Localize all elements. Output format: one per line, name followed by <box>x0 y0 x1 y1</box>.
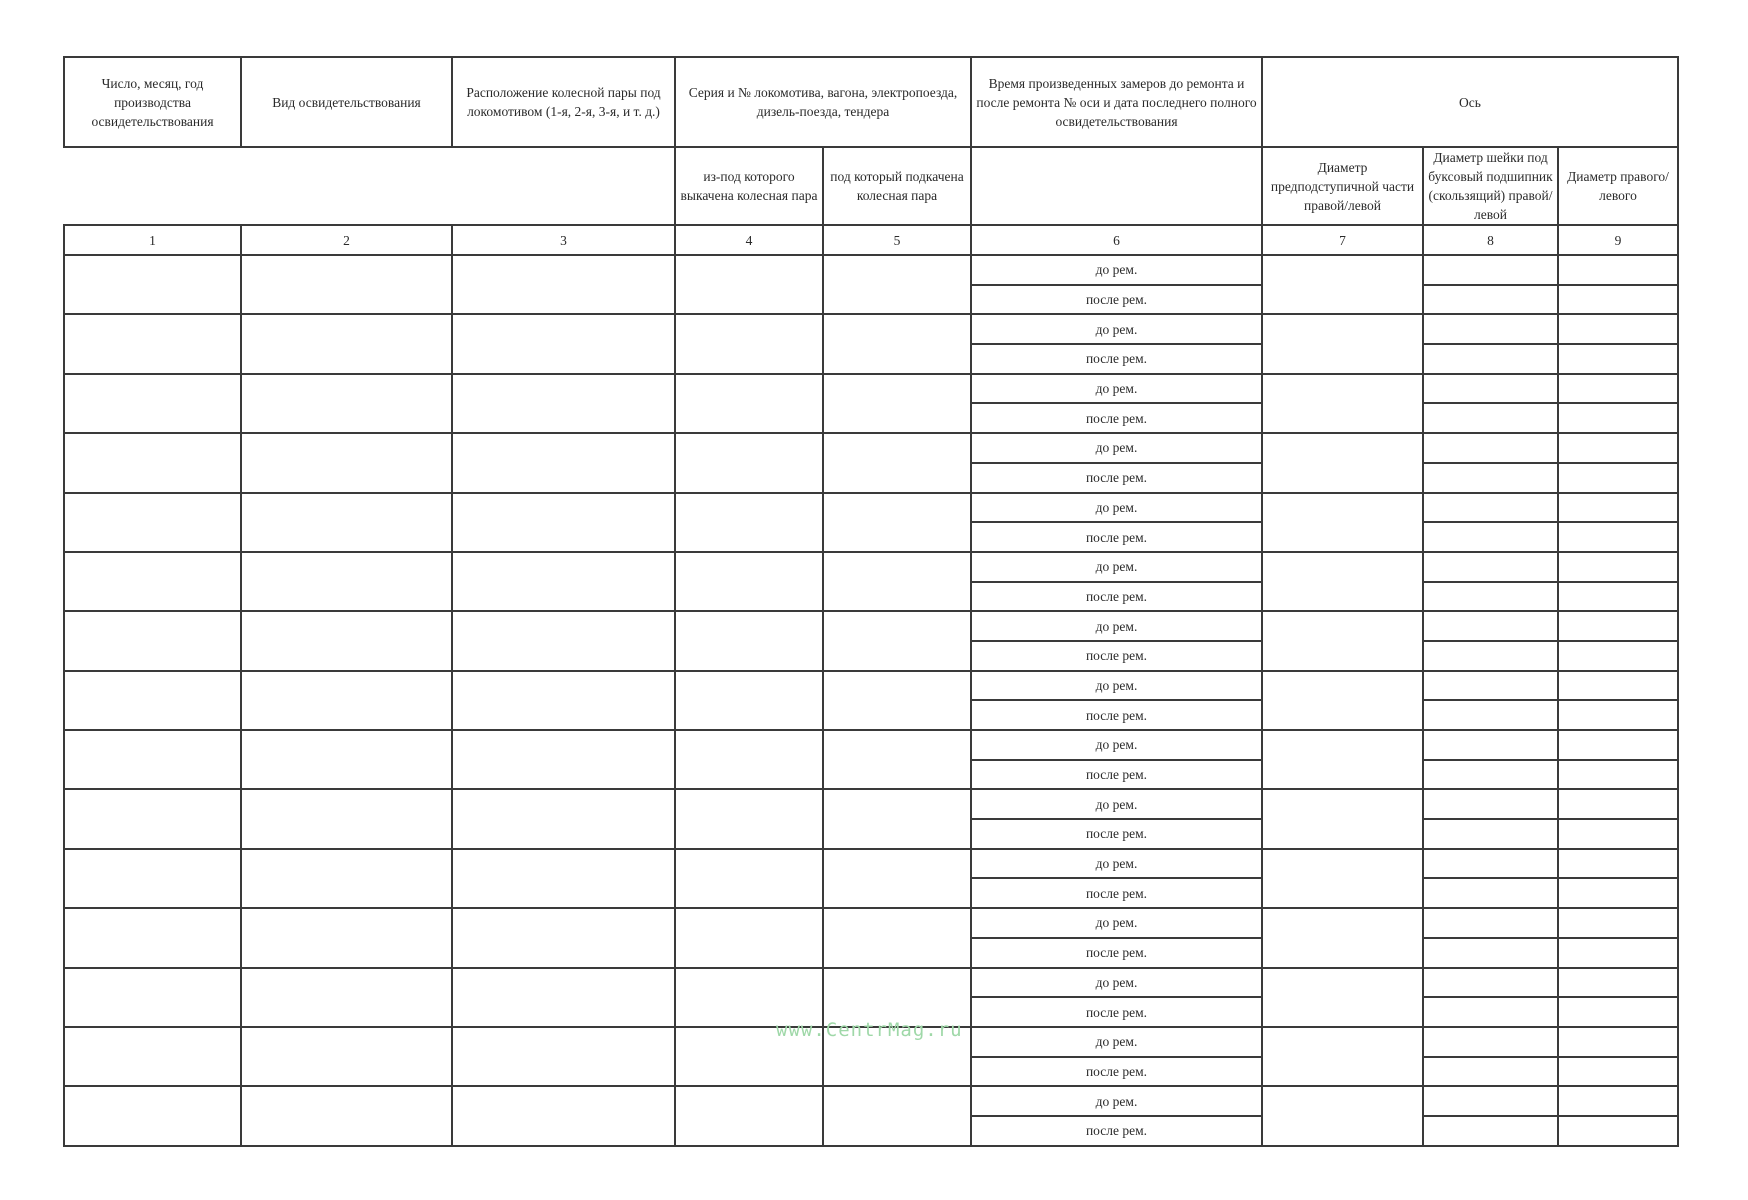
cell-position[interactable] <box>452 611 675 670</box>
column-number-4: 4 <box>675 225 823 255</box>
cell-rolled-out-from[interactable] <box>675 493 823 552</box>
cell-after-repair[interactable]: после рем. <box>971 997 1262 1027</box>
cell-journal-diameter[interactable] <box>1423 849 1558 879</box>
cell-prehub-diameter[interactable] <box>1262 789 1423 848</box>
cell-date[interactable] <box>64 1086 241 1145</box>
cell-inspection-type[interactable] <box>241 1086 452 1145</box>
cell-before-repair[interactable]: до рем. <box>971 849 1262 879</box>
cell-after-repair[interactable]: после рем. <box>971 938 1262 968</box>
cell-after-repair[interactable]: после рем. <box>971 582 1262 612</box>
cell-right-left-diameter[interactable] <box>1558 1116 1678 1146</box>
cell-right-left-diameter[interactable] <box>1558 552 1678 582</box>
cell-after-repair[interactable]: после рем. <box>971 463 1262 493</box>
cell-journal-diameter[interactable] <box>1423 611 1558 641</box>
cell-rolled-out-from[interactable] <box>675 849 823 908</box>
cell-right-left-diameter[interactable] <box>1558 611 1678 641</box>
cell-journal-diameter[interactable] <box>1423 522 1558 552</box>
cell-right-left-diameter[interactable] <box>1558 641 1678 671</box>
cell-rolled-out-from[interactable] <box>675 433 823 492</box>
cell-journal-diameter[interactable] <box>1423 641 1558 671</box>
cell-journal-diameter[interactable] <box>1423 730 1558 760</box>
cell-right-left-diameter[interactable] <box>1558 730 1678 760</box>
cell-prehub-diameter[interactable] <box>1262 611 1423 670</box>
cell-right-left-diameter[interactable] <box>1558 463 1678 493</box>
cell-inspection-type[interactable] <box>241 493 452 552</box>
table-row <box>64 849 1678 879</box>
cell-date[interactable] <box>64 968 241 1027</box>
cell-inspection-type[interactable] <box>241 374 452 433</box>
cell-rolled-in-under[interactable] <box>823 493 971 552</box>
cell-journal-diameter[interactable] <box>1423 760 1558 790</box>
cell-position[interactable] <box>452 849 675 908</box>
cell-inspection-type[interactable] <box>241 908 452 967</box>
cell-before-repair[interactable]: до рем. <box>971 968 1262 998</box>
cell-inspection-type[interactable] <box>241 730 452 789</box>
cell-rolled-out-from[interactable] <box>675 1086 823 1145</box>
cell-journal-diameter[interactable] <box>1423 552 1558 582</box>
cell-inspection-type[interactable] <box>241 671 452 730</box>
cell-date[interactable] <box>64 255 241 314</box>
table-row <box>64 789 1678 819</box>
cell-prehub-diameter[interactable] <box>1262 374 1423 433</box>
inspection-form-table <box>63 56 1679 1147</box>
cell-rolled-out-from[interactable] <box>675 968 823 1027</box>
cell-rolled-in-under[interactable] <box>823 968 971 1027</box>
cell-after-repair[interactable]: после рем. <box>971 700 1262 730</box>
cell-journal-diameter[interactable] <box>1423 255 1558 285</box>
cell-position[interactable] <box>452 433 675 492</box>
header-date: Число, месяц, год производства освидетельствования <box>64 57 241 147</box>
table-row <box>64 374 1678 404</box>
cell-inspection-type[interactable] <box>241 433 452 492</box>
cell-before-repair[interactable]: до рем. <box>971 789 1262 819</box>
cell-right-left-diameter[interactable] <box>1558 433 1678 463</box>
cell-journal-diameter[interactable] <box>1423 582 1558 612</box>
cell-right-left-diameter[interactable] <box>1558 819 1678 849</box>
table-row <box>64 552 1678 582</box>
cell-date[interactable] <box>64 849 241 908</box>
cell-rolled-in-under[interactable] <box>823 433 971 492</box>
header-rolled-out-from: из-под которого выкачена колесная пара <box>675 147 823 225</box>
cell-before-repair[interactable]: до рем. <box>971 314 1262 344</box>
cell-date[interactable] <box>64 730 241 789</box>
cell-position[interactable] <box>452 314 675 373</box>
cell-after-repair[interactable]: после рем. <box>971 760 1262 790</box>
cell-inspection-type[interactable] <box>241 789 452 848</box>
cell-journal-diameter[interactable] <box>1423 344 1558 374</box>
column-number-7: 7 <box>1262 225 1423 255</box>
cell-position[interactable] <box>452 1027 675 1086</box>
column-number-9: 9 <box>1558 225 1678 255</box>
cell-rolled-out-from[interactable] <box>675 255 823 314</box>
cell-journal-diameter[interactable] <box>1423 789 1558 819</box>
header-measurement-time: Время произведенных замеров до ремонта и после ремонта № оси и дата последнего полного освидетельствования <box>971 57 1262 147</box>
cell-rolled-out-from[interactable] <box>675 611 823 670</box>
cell-after-repair[interactable]: после рем. <box>971 819 1262 849</box>
cell-prehub-diameter[interactable] <box>1262 968 1423 1027</box>
cell-journal-diameter[interactable] <box>1423 374 1558 404</box>
cell-rolled-in-under[interactable] <box>823 849 971 908</box>
cell-rolled-in-under[interactable] <box>823 730 971 789</box>
table-row <box>64 493 1678 523</box>
table-row <box>64 968 1678 998</box>
cell-position[interactable] <box>452 552 675 611</box>
cell-date[interactable] <box>64 374 241 433</box>
cell-date[interactable] <box>64 908 241 967</box>
table-row <box>64 255 1678 285</box>
cell-date[interactable] <box>64 552 241 611</box>
cell-right-left-diameter[interactable] <box>1558 1057 1678 1087</box>
cell-journal-diameter[interactable] <box>1423 1086 1558 1116</box>
cell-before-repair[interactable]: до рем. <box>971 1027 1262 1057</box>
cell-journal-diameter[interactable] <box>1423 878 1558 908</box>
cell-prehub-diameter[interactable] <box>1262 493 1423 552</box>
cell-journal-diameter[interactable] <box>1423 1057 1558 1087</box>
table-row <box>64 730 1678 760</box>
cell-before-repair[interactable]: до рем. <box>971 433 1262 463</box>
watermark: www.CentrMag.ru <box>776 1019 963 1041</box>
cell-position[interactable] <box>452 255 675 314</box>
header-rolled-in-under: под который подкачена колесная пара <box>823 147 971 225</box>
cell-right-left-diameter[interactable] <box>1558 997 1678 1027</box>
cell-right-left-diameter[interactable] <box>1558 968 1678 998</box>
table-row <box>64 314 1678 344</box>
column-number-3: 3 <box>452 225 675 255</box>
cell-journal-diameter[interactable] <box>1423 1027 1558 1057</box>
cell-prehub-diameter[interactable] <box>1262 1086 1423 1145</box>
cell-right-left-diameter[interactable] <box>1558 671 1678 701</box>
cell-before-repair[interactable]: до рем. <box>971 1086 1262 1116</box>
cell-journal-diameter[interactable] <box>1423 493 1558 523</box>
cell-position[interactable] <box>452 671 675 730</box>
cell-date[interactable] <box>64 433 241 492</box>
cell-rolled-in-under[interactable] <box>823 908 971 967</box>
cell-journal-diameter[interactable] <box>1423 700 1558 730</box>
cell-right-left-diameter[interactable] <box>1558 344 1678 374</box>
cell-prehub-diameter[interactable] <box>1262 730 1423 789</box>
cell-position[interactable] <box>452 968 675 1027</box>
cell-rolled-out-from[interactable] <box>675 552 823 611</box>
cell-prehub-diameter[interactable] <box>1262 433 1423 492</box>
cell-rolled-out-from[interactable] <box>675 730 823 789</box>
cell-journal-diameter[interactable] <box>1423 463 1558 493</box>
cell-date[interactable] <box>64 493 241 552</box>
table-row <box>64 433 1678 463</box>
cell-date[interactable] <box>64 789 241 848</box>
cell-right-left-diameter[interactable] <box>1558 582 1678 612</box>
cell-right-left-diameter[interactable] <box>1558 849 1678 879</box>
cell-prehub-diameter[interactable] <box>1262 1027 1423 1086</box>
cell-prehub-diameter[interactable] <box>1262 314 1423 373</box>
cell-position[interactable] <box>452 908 675 967</box>
cell-before-repair[interactable]: до рем. <box>971 255 1262 285</box>
header-inspection-type: Вид освидетельствования <box>241 57 452 147</box>
cell-date[interactable] <box>64 611 241 670</box>
cell-before-repair[interactable]: до рем. <box>971 671 1262 701</box>
cell-journal-diameter[interactable] <box>1423 671 1558 701</box>
cell-journal-diameter[interactable] <box>1423 403 1558 433</box>
cell-prehub-diameter[interactable] <box>1262 552 1423 611</box>
header-series-group: Серия и № локомотива, вагона, электропоезда, дизель-поезда, тендера <box>675 57 971 147</box>
column-number-8: 8 <box>1423 225 1558 255</box>
table-row <box>64 611 1678 641</box>
cell-right-left-diameter[interactable] <box>1558 255 1678 285</box>
cell-inspection-type[interactable] <box>241 552 452 611</box>
header-right-left-diameter: Диаметр правого/ левого <box>1558 147 1678 225</box>
cell-right-left-diameter[interactable] <box>1558 760 1678 790</box>
header-prehub-diameter: Диаметр предподступичной части правой/левой <box>1262 147 1423 225</box>
table-row <box>64 1086 1678 1116</box>
cell-after-repair[interactable]: после рем. <box>971 403 1262 433</box>
cell-right-left-diameter[interactable] <box>1558 789 1678 819</box>
cell-rolled-in-under[interactable] <box>823 789 971 848</box>
header-wheelset-position: Расположение колесной пары под локомотивом (1-я, 2-я, 3-я, и т. д.) <box>452 57 675 147</box>
cell-journal-diameter[interactable] <box>1423 1116 1558 1146</box>
cell-after-repair[interactable]: после рем. <box>971 344 1262 374</box>
cell-rolled-out-from[interactable] <box>675 374 823 433</box>
cell-right-left-diameter[interactable] <box>1558 908 1678 938</box>
cell-prehub-diameter[interactable] <box>1262 671 1423 730</box>
column-number-6: 6 <box>971 225 1262 255</box>
cell-after-repair[interactable]: после рем. <box>971 878 1262 908</box>
cell-rolled-out-from[interactable] <box>675 314 823 373</box>
cell-rolled-in-under[interactable] <box>823 552 971 611</box>
cell-journal-diameter[interactable] <box>1423 968 1558 998</box>
cell-after-repair[interactable]: после рем. <box>971 641 1262 671</box>
cell-right-left-diameter[interactable] <box>1558 522 1678 552</box>
cell-inspection-type[interactable] <box>241 314 452 373</box>
cell-right-left-diameter[interactable] <box>1558 374 1678 404</box>
column-number-1: 1 <box>64 225 241 255</box>
cell-rolled-out-from[interactable] <box>675 789 823 848</box>
cell-rolled-in-under[interactable] <box>823 611 971 670</box>
cell-journal-diameter[interactable] <box>1423 938 1558 968</box>
cell-journal-diameter[interactable] <box>1423 908 1558 938</box>
cell-rolled-out-from[interactable] <box>675 671 823 730</box>
cell-position[interactable] <box>452 374 675 433</box>
cell-inspection-type[interactable] <box>241 611 452 670</box>
cell-rolled-in-under[interactable] <box>823 671 971 730</box>
header-journal-diameter: Диаметр шейки под буксовый подшипник (скользящий) правой/левой <box>1423 147 1558 225</box>
cell-right-left-diameter[interactable] <box>1558 314 1678 344</box>
cell-before-repair[interactable]: до рем. <box>971 552 1262 582</box>
cell-right-left-diameter[interactable] <box>1558 878 1678 908</box>
header-axis-group: Ось <box>1262 57 1678 147</box>
cell-inspection-type[interactable] <box>241 968 452 1027</box>
cell-before-repair[interactable]: до рем. <box>971 611 1262 641</box>
cell-right-left-diameter[interactable] <box>1558 285 1678 315</box>
cell-rolled-in-under[interactable] <box>823 374 971 433</box>
cell-right-left-diameter[interactable] <box>1558 938 1678 968</box>
cell-position[interactable] <box>452 1086 675 1145</box>
cell-before-repair[interactable]: до рем. <box>971 908 1262 938</box>
cell-before-repair[interactable]: до рем. <box>971 493 1262 523</box>
cell-after-repair[interactable]: после рем. <box>971 522 1262 552</box>
cell-after-repair[interactable]: после рем. <box>971 1057 1262 1087</box>
cell-position[interactable] <box>452 789 675 848</box>
table-row <box>64 908 1678 938</box>
cell-before-repair[interactable]: до рем. <box>971 374 1262 404</box>
cell-prehub-diameter[interactable] <box>1262 908 1423 967</box>
cell-position[interactable] <box>452 730 675 789</box>
column-number-2: 2 <box>241 225 452 255</box>
cell-journal-diameter[interactable] <box>1423 433 1558 463</box>
cell-rolled-in-under[interactable] <box>823 255 971 314</box>
cell-prehub-diameter[interactable] <box>1262 849 1423 908</box>
cell-before-repair[interactable]: до рем. <box>971 730 1262 760</box>
cell-date[interactable] <box>64 314 241 373</box>
table-row <box>64 671 1678 701</box>
cell-journal-diameter[interactable] <box>1423 819 1558 849</box>
cell-inspection-type[interactable] <box>241 849 452 908</box>
cell-journal-diameter[interactable] <box>1423 285 1558 315</box>
cell-right-left-diameter[interactable] <box>1558 1086 1678 1116</box>
cell-journal-diameter[interactable] <box>1423 314 1558 344</box>
cell-rolled-in-under[interactable] <box>823 314 971 373</box>
cell-rolled-in-under[interactable] <box>823 1086 971 1145</box>
cell-rolled-out-from[interactable] <box>675 908 823 967</box>
column-number-5: 5 <box>823 225 971 255</box>
cell-right-left-diameter[interactable] <box>1558 403 1678 433</box>
cell-right-left-diameter[interactable] <box>1558 493 1678 523</box>
cell-date[interactable] <box>64 671 241 730</box>
cell-journal-diameter[interactable] <box>1423 997 1558 1027</box>
cell-after-repair[interactable]: после рем. <box>971 1116 1262 1146</box>
cell-after-repair[interactable]: после рем. <box>971 285 1262 315</box>
cell-right-left-diameter[interactable] <box>1558 1027 1678 1057</box>
cell-date[interactable] <box>64 1027 241 1086</box>
cell-inspection-type[interactable] <box>241 1027 452 1086</box>
cell-right-left-diameter[interactable] <box>1558 700 1678 730</box>
cell-position[interactable] <box>452 493 675 552</box>
cell-inspection-type[interactable] <box>241 255 452 314</box>
cell-prehub-diameter[interactable] <box>1262 255 1423 314</box>
